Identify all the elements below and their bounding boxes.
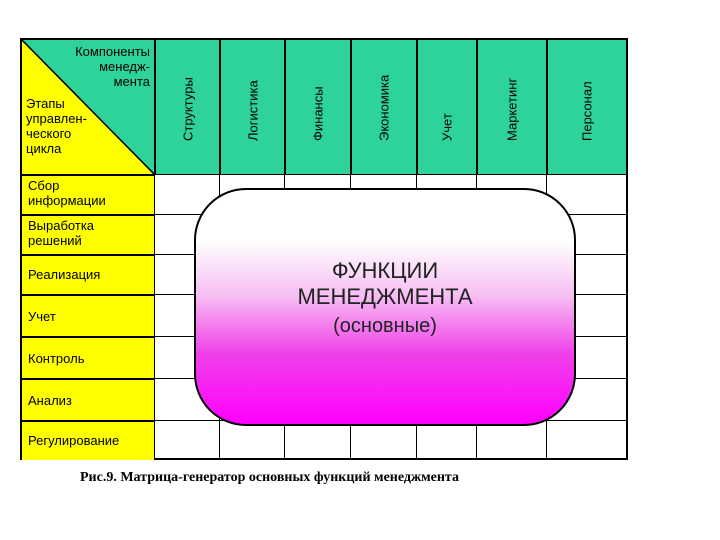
column-label: Экономика (376, 74, 392, 141)
column-label: Структуры (180, 77, 195, 141)
column-header-structures (154, 40, 219, 174)
row-header-analysis: Анализ (22, 378, 154, 420)
center-subtitle: (основные) (333, 315, 437, 337)
column-label: Финансы (310, 86, 326, 141)
center-title-line1: ФУНКЦИИ (331, 258, 439, 283)
components-label: Компоненты менедж- мента (75, 44, 150, 89)
column-header-accounting (416, 40, 476, 174)
column-header-economics (350, 40, 416, 174)
row-header-accounting: Учет (22, 294, 154, 336)
column-label: Персонал (579, 81, 595, 141)
row-header-regulation: Регулирование (22, 420, 154, 460)
grid-line (154, 174, 626, 175)
center-title-line2: МЕНЕДЖМЕНТА (297, 284, 473, 309)
row-header-info-collection: Сбор информации (22, 174, 154, 214)
row-header-control: Контроль (22, 336, 154, 378)
column-label: Маркетинг (504, 77, 520, 141)
management-matrix (20, 38, 628, 460)
row-header-decision-making: Выработка решений (22, 214, 154, 254)
column-header-logistics (219, 40, 284, 174)
row-header-implementation: Реализация (22, 254, 154, 294)
figure-caption: Рис.9. Матрица-генератор основных функций менеджмента (80, 470, 459, 485)
management-functions-block (194, 188, 576, 426)
grid-line (154, 174, 155, 458)
stages-label: Этапы управлен- ческого цикла (26, 96, 87, 156)
column-header-personnel (546, 40, 626, 174)
column-header-finance (284, 40, 350, 174)
corner-cell (22, 40, 154, 174)
column-label: Логистика (245, 80, 260, 141)
column-label: Учет (439, 113, 455, 141)
column-header-marketing (476, 40, 546, 174)
